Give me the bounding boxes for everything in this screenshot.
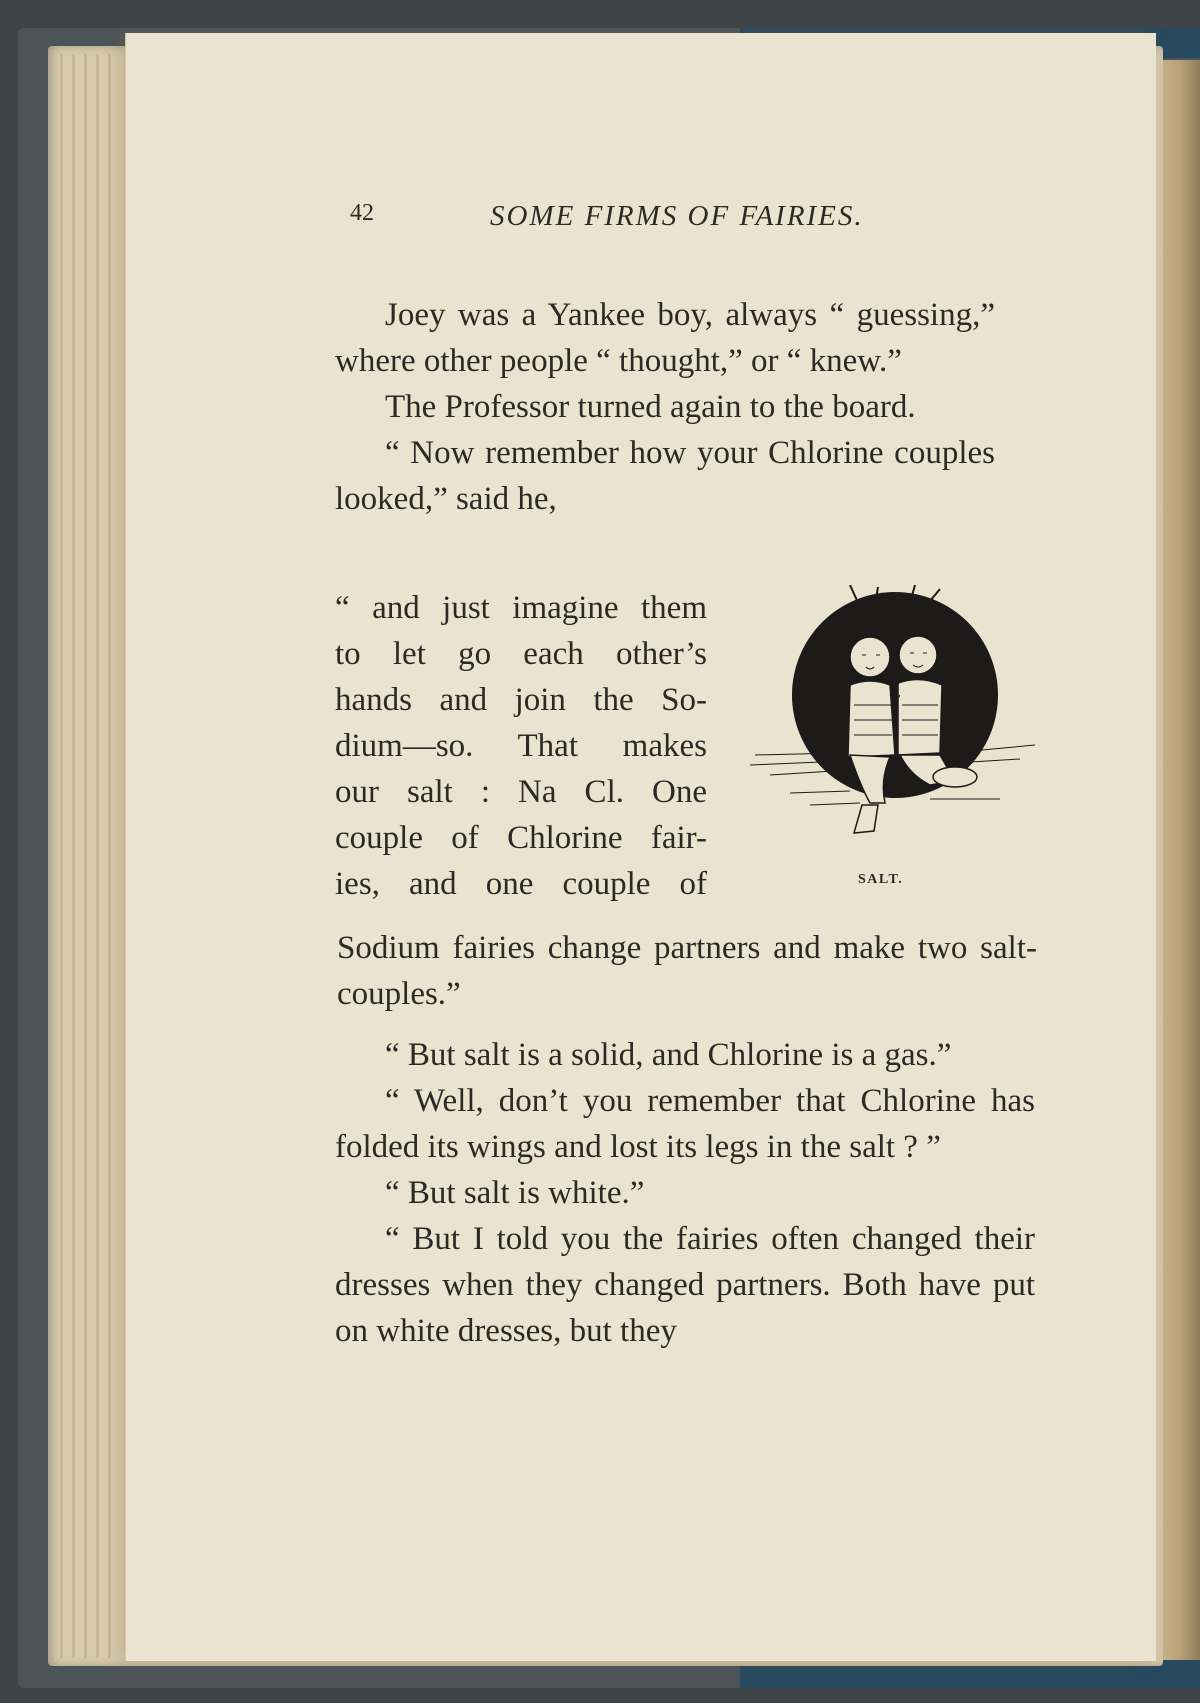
paragraph: “ But salt is white.” — [385, 1175, 645, 1211]
text-line: to let go each other’s — [335, 636, 707, 672]
body-text-wrapped — [335, 585, 707, 907]
page-number: 42 — [350, 200, 374, 226]
paragraph: Joey was a Yankee boy, always “ guessing,” where other people “ thought,” or “ knew.” — [335, 297, 995, 379]
text-line: hands and join the So- — [335, 682, 707, 718]
paragraph: The Professor turned again to the board. — [385, 389, 916, 425]
figure-caption: SALT. — [858, 872, 904, 887]
paragraph: “ Now remember how your Chlorine couples looked,” said he, — [335, 435, 995, 517]
paragraph: “ Well, don’t you remember that Chlorine has folded its wings and lost its legs in the salt ? ” — [335, 1083, 1035, 1165]
body-text-top — [335, 292, 995, 522]
running-title: SOME FIRMS OF FAIRIES. — [490, 200, 864, 232]
page-header — [350, 200, 970, 240]
paragraph: “ But I told you the fairies often changed their dresses when they changed partners. Both have put on white dresses, but they — [335, 1221, 1035, 1349]
two-fairies-illustration — [750, 585, 1040, 875]
text-line: ies, and one couple of — [335, 866, 707, 902]
salt-illustration — [750, 585, 1040, 885]
body-text-bottom — [335, 1032, 1035, 1354]
text-line: “ and just imagine them — [335, 590, 707, 626]
paragraph: Sodium fairies change partners and make two salt-couples.” — [337, 930, 1037, 1012]
text-line: couple of Chlorine fair- — [335, 820, 707, 856]
text-line: dium—so. That makes — [335, 728, 707, 764]
text-line: our salt : Na Cl. One — [335, 774, 707, 810]
paragraph: “ But salt is a solid, and Chlorine is a gas.” — [385, 1037, 952, 1073]
body-text-after-figure — [337, 925, 1037, 1017]
